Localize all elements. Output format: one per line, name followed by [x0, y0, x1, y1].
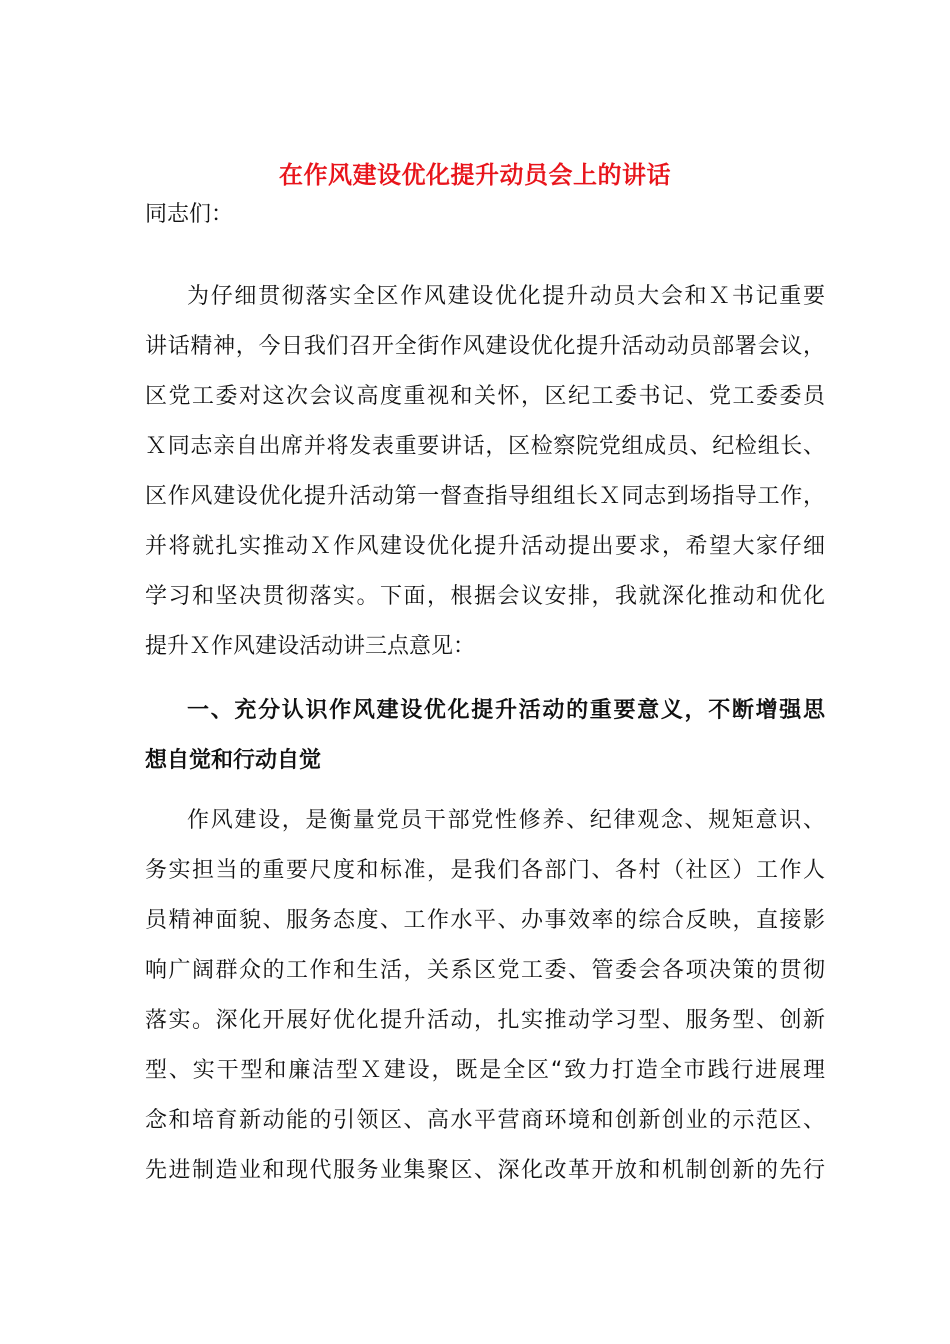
paragraph-line: Ｘ同志亲自出席并将发表重要讲话，区检察院党组成员、纪检组长、 — [145, 434, 825, 459]
paragraph-line: 为仔细贯彻落实全区作风建设优化提升动员大会和Ｘ书记重要 — [187, 284, 825, 309]
document-title: 在作风建设优化提升动员会上的讲话 — [279, 161, 671, 189]
section-heading-1 — [145, 686, 825, 786]
salutation: 同志们： — [145, 202, 234, 227]
paragraph-line: 区党工委对这次会议高度重视和关怀，区纪工委书记、党工委委员 — [145, 384, 825, 409]
paragraph-line: 提升Ｘ作风建设活动讲三点意见： — [145, 634, 476, 659]
paragraph-2 — [145, 796, 825, 1196]
heading-line: 一、充分认识作风建设优化提升活动的重要意义，不断增强思 — [187, 698, 825, 723]
paragraph-line: 讲话精神，今日我们召开全街作风建设优化提升活动动员部署会议， — [145, 334, 825, 359]
paragraph-line: 并将就扎实推动Ｘ作风建设优化提升活动提出要求，希望大家仔细 — [145, 534, 825, 559]
paragraph-line: 学习和坚决贯彻落实。下面，根据会议安排，我就深化推动和优化 — [145, 584, 825, 609]
paragraph-1 — [145, 272, 825, 672]
paragraph-line: 作风建设，是衡量党员干部党性修养、纪律观念、规矩意识、 — [187, 808, 825, 833]
paragraph-line: 区作风建设优化提升活动第一督查指导组组长Ｘ同志到场指导工作， — [145, 484, 825, 509]
paragraph-line: 型、实干型和廉洁型Ｘ建设，既是全区“致力打造全市践行进展理 — [145, 1058, 825, 1083]
paragraph-line: 念和培育新动能的引领区、高水平营商环境和创新创业的示范区、 — [145, 1108, 825, 1133]
paragraph-line: 响广阔群众的工作和生活，关系区党工委、管委会各项决策的贯彻 — [145, 958, 825, 983]
paragraph-line: 先进制造业和现代服务业集聚区、深化改革开放和机制创新的先行 — [145, 1158, 825, 1183]
paragraph-line: 务实担当的重要尺度和标准，是我们各部门、各村（社区）工作人 — [145, 858, 825, 883]
heading-line: 想自觉和行动自觉 — [145, 748, 322, 773]
paragraph-line: 落实。深化开展好优化提升活动，扎实推动学习型、服务型、创新 — [145, 1008, 825, 1033]
paragraph-line: 员精神面貌、服务态度、工作水平、办事效率的综合反映，直接影 — [145, 908, 825, 933]
